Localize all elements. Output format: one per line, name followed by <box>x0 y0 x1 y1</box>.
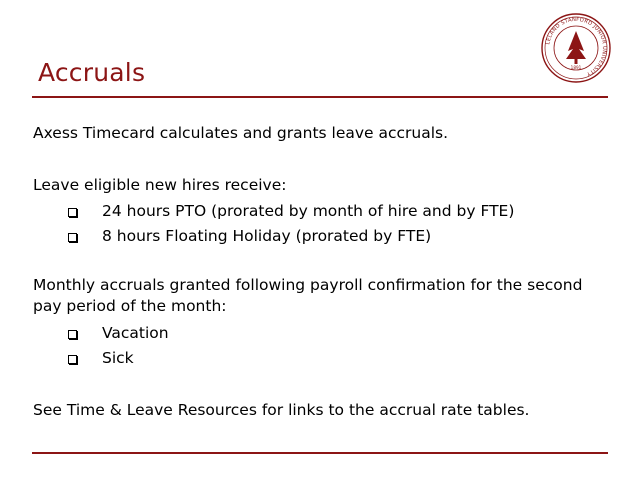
list-item-label: 8 hours Floating Holiday (prorated by FTE) <box>102 226 432 245</box>
list-item <box>68 346 134 370</box>
checkbox-bullet-icon <box>68 208 77 217</box>
list-item-label: Sick <box>102 348 134 367</box>
new-hires-heading: Leave eligible new hires receive: <box>33 176 287 194</box>
checkbox-bullet-icon <box>68 233 77 242</box>
intro-text: Axess Timecard calculates and grants leave accruals. <box>33 124 449 142</box>
checkbox-bullet-icon <box>68 355 77 364</box>
checkbox-bullet-icon <box>68 330 77 339</box>
list-item <box>68 199 514 223</box>
list-item-label: 24 hours PTO (prorated by month of hire and by FTE) <box>102 201 515 220</box>
footer-divider <box>32 452 608 454</box>
stanford-seal-icon <box>541 13 611 83</box>
footer-note: See Time & Leave Resources for links to the accrual rate tables. <box>33 401 530 419</box>
monthly-accruals-heading: Monthly accruals granted following payroll confirmation for the second pay period of the month: <box>33 276 583 315</box>
seal-year: 1891 <box>570 65 582 70</box>
slide-title: Accruals <box>38 58 146 87</box>
title-divider <box>32 96 608 98</box>
list-item-label: Vacation <box>102 323 169 342</box>
list-item <box>68 224 431 248</box>
list-item <box>68 321 169 345</box>
seal-ring-text: LELAND STANFORD JUNIOR UNIVERSITY <box>545 16 608 77</box>
